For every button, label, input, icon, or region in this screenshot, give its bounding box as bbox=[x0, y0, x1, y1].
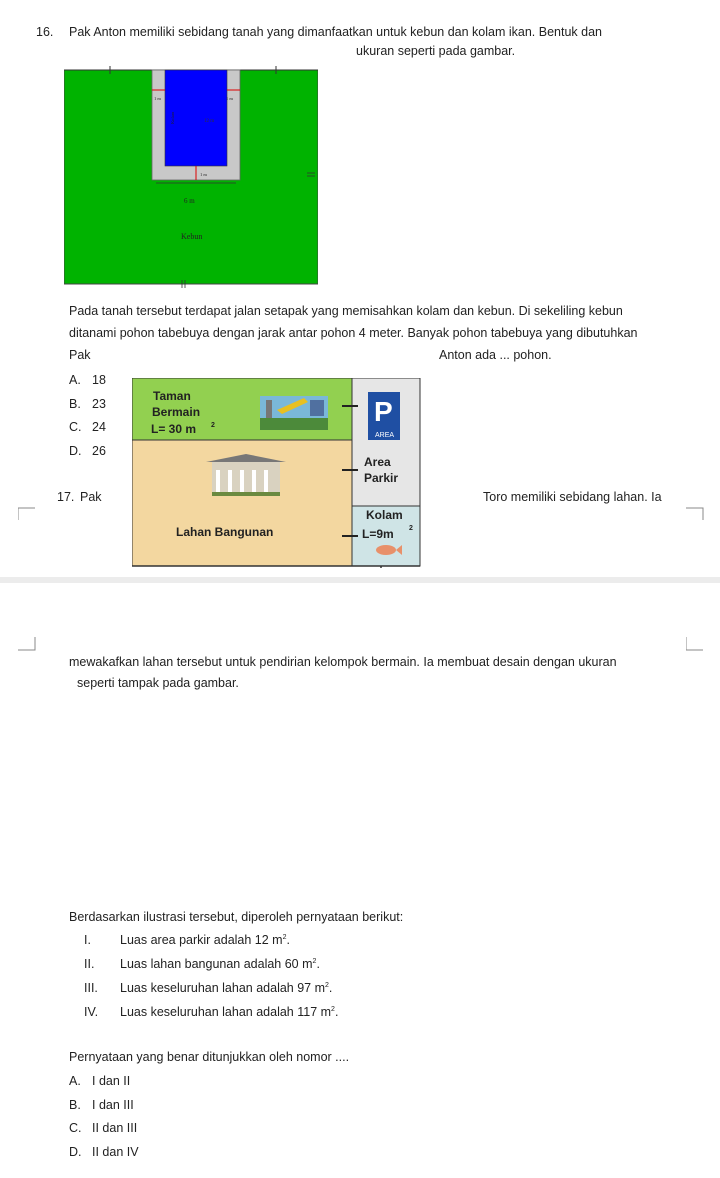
statement-end: . bbox=[286, 933, 290, 947]
option-text: I dan III bbox=[92, 1098, 134, 1112]
option-letter: A. bbox=[69, 373, 81, 387]
parking-sign-sub: AREA bbox=[375, 432, 395, 439]
corner-mark bbox=[686, 507, 704, 521]
q17-cont-line1: mewakafkan lahan tersebut untuk pendirian kelompok bermain. Ia membuat desain dengan ukuran bbox=[69, 655, 617, 669]
taman-label-2: Bermain bbox=[152, 405, 201, 419]
building-picture bbox=[206, 454, 286, 496]
parkir-label-2: Parkir bbox=[364, 471, 399, 485]
taman-label-1: Taman bbox=[153, 389, 191, 403]
statement-2 bbox=[84, 957, 320, 971]
option-letter: D. bbox=[69, 444, 82, 458]
q17-option-a[interactable] bbox=[69, 1074, 130, 1088]
option-letter: B. bbox=[69, 1098, 81, 1112]
corner-mark bbox=[18, 507, 36, 521]
option-letter: A. bbox=[69, 1074, 81, 1088]
label-1m-left: 1 m bbox=[154, 96, 161, 101]
statement-sup: 2 bbox=[331, 1005, 335, 1013]
page-separator bbox=[0, 577, 720, 583]
option-letter: B. bbox=[69, 397, 81, 411]
q16-body-line2: ditanami pohon tabebuya dengan jarak antar pohon 4 meter. Banyak pohon tabebuya yang dibutuhkan bbox=[69, 326, 638, 340]
q16-number: 16. bbox=[36, 25, 54, 39]
option-text: 18 bbox=[92, 373, 106, 387]
statement-sup: 2 bbox=[325, 981, 329, 989]
option-letter: C. bbox=[69, 1121, 82, 1135]
label-kolam: Kolam bbox=[170, 111, 175, 124]
corner-mark bbox=[686, 637, 704, 651]
statement-text: Luas lahan bangunan adalah 60 m bbox=[120, 957, 313, 971]
q17-option-c[interactable] bbox=[69, 1121, 137, 1135]
option-text: II dan IV bbox=[92, 1145, 139, 1159]
kolam-area-sup: 2 bbox=[409, 525, 413, 532]
statement-roman: I. bbox=[84, 933, 91, 947]
q17-option-b[interactable] bbox=[69, 1098, 134, 1112]
q17-number: 17. bbox=[57, 490, 75, 504]
q16-line2: ukuran seperti pada gambar. bbox=[356, 44, 516, 58]
option-text: 23 bbox=[92, 397, 106, 411]
q16-option-c[interactable] bbox=[69, 420, 106, 434]
q16-option-b[interactable] bbox=[69, 397, 106, 411]
parkir-label-1: Area bbox=[364, 455, 391, 469]
option-text: I dan II bbox=[92, 1074, 131, 1088]
q16-option-a[interactable] bbox=[69, 373, 106, 387]
q16-land-figure bbox=[64, 62, 318, 288]
q16-option-d[interactable] bbox=[69, 444, 106, 458]
statement-text: Luas keseluruhan lahan adalah 97 m bbox=[120, 981, 326, 995]
statement-3 bbox=[84, 981, 332, 995]
label-1m-right: 1 m bbox=[226, 96, 233, 101]
statement-end: . bbox=[328, 981, 333, 995]
label-12m: 12 m bbox=[204, 119, 215, 124]
statement-4 bbox=[84, 1005, 338, 1019]
playground-picture bbox=[260, 396, 328, 430]
label-kebun: Kebun bbox=[181, 232, 203, 241]
statement-text: Luas keseluruhan lahan adalah 117 m bbox=[120, 1005, 332, 1019]
q17-statement-intro: Berdasarkan ilustrasi tersebut, diperoleh pernyataan berikut: bbox=[69, 910, 404, 924]
fish-icon bbox=[376, 545, 396, 555]
option-letter: D. bbox=[69, 1145, 82, 1159]
q16-body-line3-left: Pak bbox=[69, 348, 91, 362]
label-1m-bottom: 1 m bbox=[200, 172, 207, 177]
statement-text: Luas area parkir adalah 12 m bbox=[120, 933, 283, 947]
option-text: II dan III bbox=[92, 1121, 138, 1135]
statement-roman: II. bbox=[84, 957, 95, 971]
taman-area: L= 30 m bbox=[151, 422, 197, 436]
q17-intro-right: Toro memiliki sebidang lahan. Ia bbox=[483, 490, 662, 504]
q17-question: Pernyataan yang benar ditunjukkan oleh nomor .... bbox=[69, 1050, 350, 1064]
parking-sign-letter: P bbox=[374, 396, 393, 427]
building-label: Lahan Bangunan bbox=[176, 525, 274, 539]
option-text: 24 bbox=[92, 420, 106, 434]
taman-area-sup: 2 bbox=[211, 422, 215, 429]
q16-line1: Pak Anton memiliki sebidang tanah yang dimanfaatkan untuk kebun dan kolam ikan. Bentuk dan bbox=[69, 25, 602, 39]
statement-sup: 2 bbox=[312, 957, 317, 965]
q17-option-d[interactable] bbox=[69, 1145, 139, 1159]
statement-end: . bbox=[316, 957, 320, 971]
statement-roman: IV. bbox=[84, 1005, 99, 1019]
option-text: 26 bbox=[92, 444, 106, 458]
q17-land-figure bbox=[132, 378, 422, 568]
q16-body-line3-right: Anton ada ... pohon. bbox=[439, 348, 552, 362]
corner-mark bbox=[18, 637, 36, 651]
kolam-area: L=9m bbox=[362, 527, 394, 541]
kolam-label: Kolam bbox=[366, 508, 403, 522]
q17-cont-line2: seperti tampak pada gambar. bbox=[77, 676, 239, 690]
label-6m: 6 m bbox=[184, 197, 195, 205]
q17-intro-left: Pak bbox=[80, 490, 102, 504]
q16-body-line1: Pada tanah tersebut terdapat jalan setapak yang memisahkan kolam dan kebun. Di sekeliling kebun bbox=[69, 304, 623, 318]
statement-end: . bbox=[334, 1005, 339, 1019]
statement-1 bbox=[84, 933, 290, 947]
statement-sup: 2 bbox=[282, 933, 287, 941]
option-letter: C. bbox=[69, 420, 82, 434]
statement-roman: III. bbox=[84, 981, 98, 995]
